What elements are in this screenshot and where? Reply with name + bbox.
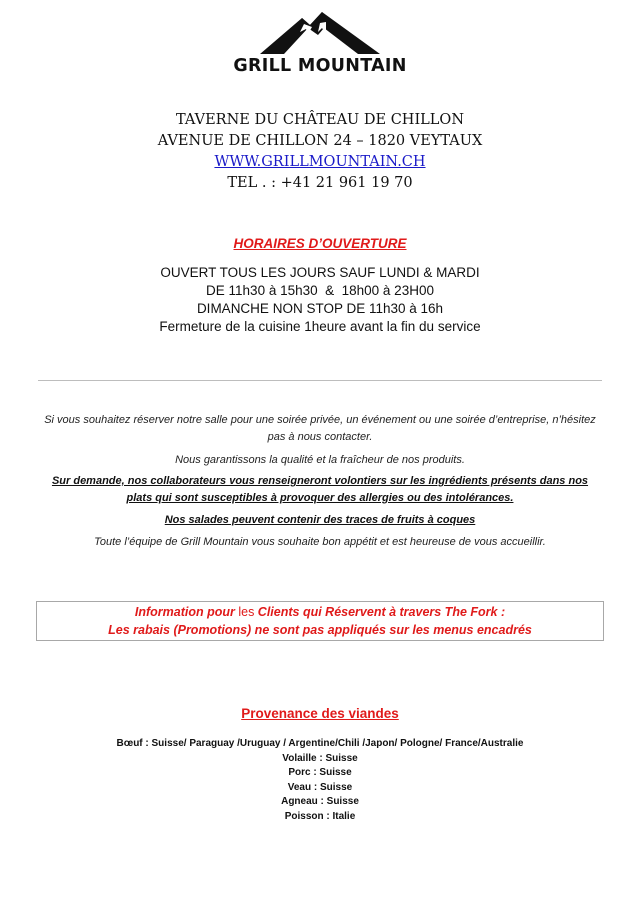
hours-line: OUVERT TOUS LES JOURS SAUF LUNDI & MARDI	[160, 265, 480, 280]
provenance-item: Bœuf : Suisse/ Paraguay /Uruguay / Argentine/Chili /Japon/ Pologne/ France/Australie	[116, 738, 524, 749]
website-link[interactable]: WWW.GRILLMOUNTAIN.CH	[214, 154, 426, 170]
provenance-list	[0, 737, 640, 824]
mountain-icon	[260, 10, 380, 54]
logo	[230, 10, 410, 78]
opening-hours	[0, 264, 640, 336]
provenance-title: Provenance des viandes	[241, 706, 399, 721]
allergen-note: Sur demande, nos collaborateurs vous renseigneront volontiers sur les ingrédients présents dans nos plats qui sont susceptibles à provoquer des allergies ou des intolérances.	[51, 475, 589, 504]
hours-line: DE 11h30 à 15h30 & 18h00 à 23H00	[206, 283, 434, 298]
the-fork-notice	[36, 601, 604, 641]
greeting-note: Toute l’équipe de Grill Mountain vous souhaite bon appétit et est heureuse de vous accueillir.	[94, 536, 546, 548]
fork-notice-line1: Information pour les Clients qui Réservent à travers The Fork :	[134, 605, 506, 619]
hours-line: Fermeture de la cuisine 1heure avant la fin du service	[159, 319, 481, 334]
fork-notice-line2: Les rabais (Promotions) ne sont pas appliqués sur les menus encadrés	[108, 623, 532, 637]
nuts-note: Nos salades peuvent contenir des traces de fruits à coques	[164, 514, 476, 526]
provenance-item: Agneau : Suisse	[281, 796, 359, 807]
provenance-item: Poisson : Italie	[284, 810, 356, 822]
provenance-item: Veau : Suisse	[287, 781, 353, 793]
hours-title: HORAIRES D’OUVERTURE	[233, 236, 407, 251]
quality-note: Nous garantissons la qualité et la fraîcheur de nos produits.	[175, 454, 465, 466]
provenance-item: Volaille : Suisse	[282, 752, 358, 764]
brand-name: GRILL MOUNTAIN	[233, 56, 407, 76]
street-address: AVENUE DE CHILLON 24 – 1820 VEYTAUX	[157, 133, 483, 149]
provenance-item: Porc : Suisse	[288, 767, 352, 778]
private-event-note: Si vous souhaitez réserver notre salle pour une soirée privée, un événement ou une soirée d’entreprise, n’hésitez pas à nous contacter.	[44, 414, 596, 443]
venue-name: TAVERNE DU CHÂTEAU DE CHILLON	[175, 112, 465, 128]
hours-line: DIMANCHE NON STOP DE 11h30 à 16h	[196, 301, 444, 316]
phone-number: TEL . : +41 21 961 19 70	[227, 175, 413, 191]
address-block	[0, 110, 640, 194]
divider	[38, 380, 602, 381]
